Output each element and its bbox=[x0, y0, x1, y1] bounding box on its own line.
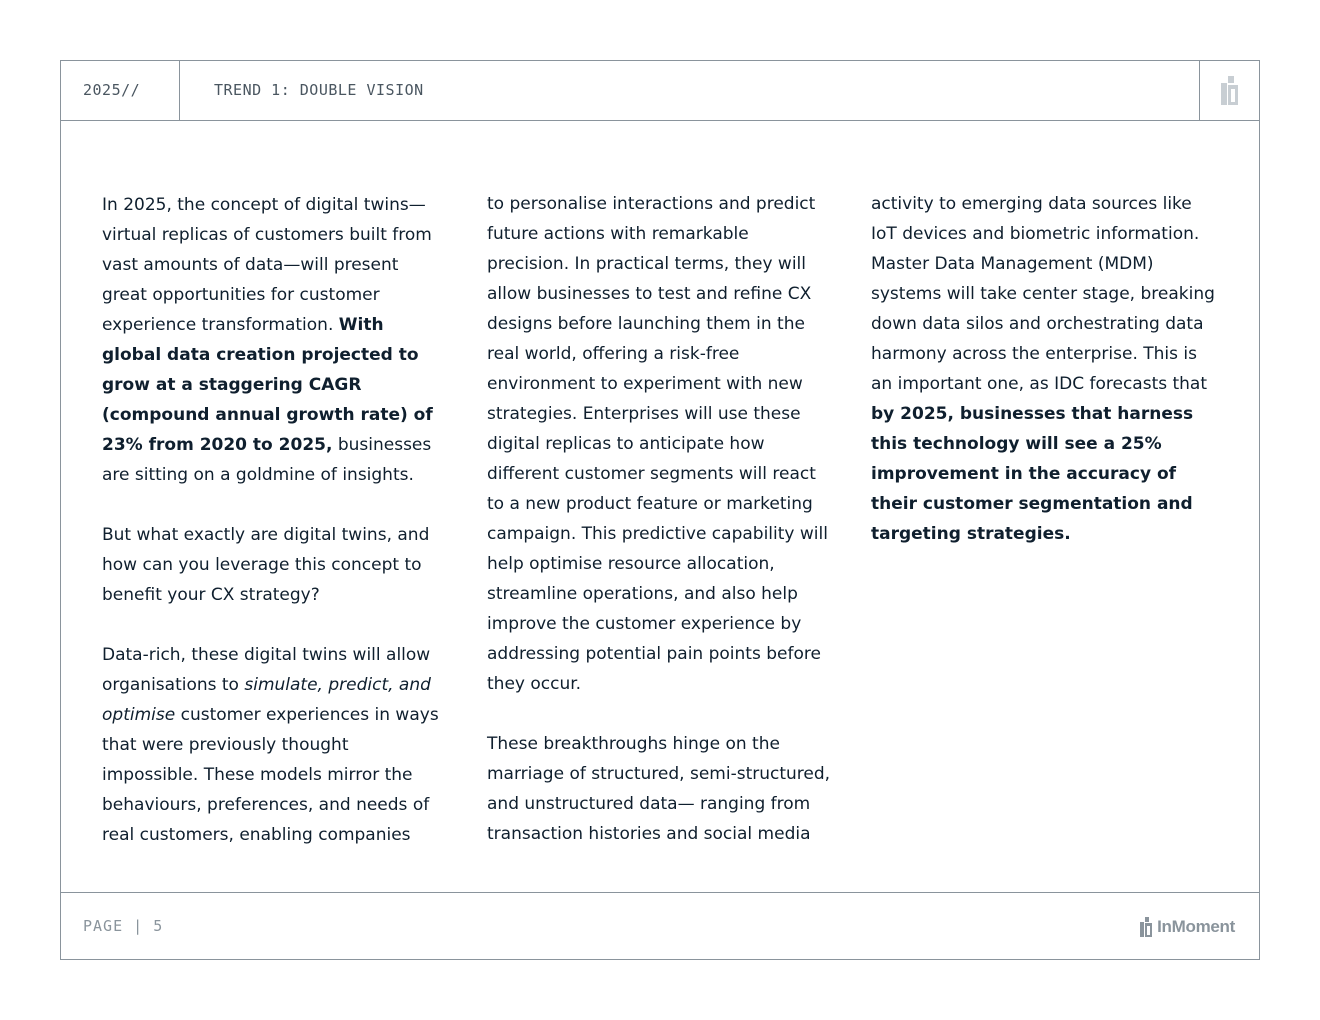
paragraph: But what exactly are digital twins, and how can you leverage this concept to benefit your CX strategy? bbox=[102, 525, 430, 605]
paragraph bbox=[871, 189, 1216, 549]
inmoment-logo-icon bbox=[1221, 76, 1238, 105]
page-footer bbox=[61, 892, 1259, 960]
text-column-3 bbox=[871, 189, 1216, 579]
text-column-1 bbox=[102, 190, 447, 880]
emphasis-text: With global data creation projected to grow at a staggering CAGR (compound annual growth rate) of 23% from 2020 to 2025, bbox=[102, 315, 433, 455]
text: businesses are sitting on a goldmine of insights. bbox=[102, 435, 432, 485]
text: In 2025, the concept of digital twins—virtual replicas of customers built from vast amounts of data—will present great opportunities for customer experience transformation. bbox=[102, 195, 432, 335]
header-logo bbox=[1199, 61, 1259, 120]
inmoment-logo-icon bbox=[1140, 917, 1152, 937]
brand-name: InMoment bbox=[1157, 917, 1235, 936]
paragraph: These breakthroughs hinge on the marriage of structured, semi-structured, and unstructured data— ranging from transaction histories and social media bbox=[487, 734, 831, 844]
paragraph bbox=[102, 190, 447, 490]
page-frame bbox=[60, 60, 1260, 960]
header-title: TREND 1: DOUBLE VISION bbox=[214, 81, 424, 99]
text: activity to emerging data sources like IoT devices and biometric information. Master Data Management (MDM) systems will take center stage, breaking down data silos and orchestrating data harmony across the enterprise. This is an important one, as IDC forecasts that bbox=[871, 194, 1215, 394]
page-number: PAGE | 5 bbox=[83, 917, 164, 935]
header-year: 2025// bbox=[61, 61, 180, 120]
brand-logo bbox=[1140, 916, 1235, 938]
text: customer experiences in ways that were previously thought impossible. These models mirror the behaviours, preferences, and needs of real customers, enabling companies bbox=[102, 705, 439, 845]
italic-text: simulate, predict, and optimise bbox=[102, 675, 431, 725]
paragraph bbox=[102, 640, 447, 850]
text: Data-rich, these digital twins will allow organisations to bbox=[102, 645, 431, 695]
emphasis-text: by 2025, businesses that harness this technology will see a 25% improvement in the accuracy of their customer segmentation and targeting strategies. bbox=[871, 404, 1194, 544]
text-column-2 bbox=[487, 189, 832, 879]
page-header bbox=[61, 61, 1259, 121]
paragraph: to personalise interactions and predict future actions with remarkable precision. In practical terms, they will allow businesses to test and refine CX designs before launching them in the real world, offering a risk-free environment to experiment with new strategies. Enterprises will use these digital replicas to anticipate how different customer segments will react to a new product feature or marketing campaign. This predictive capability will help optimise resource allocation, streamline operations, and also help improve the customer experience by addressing potential pain points before they occur. bbox=[487, 194, 828, 694]
